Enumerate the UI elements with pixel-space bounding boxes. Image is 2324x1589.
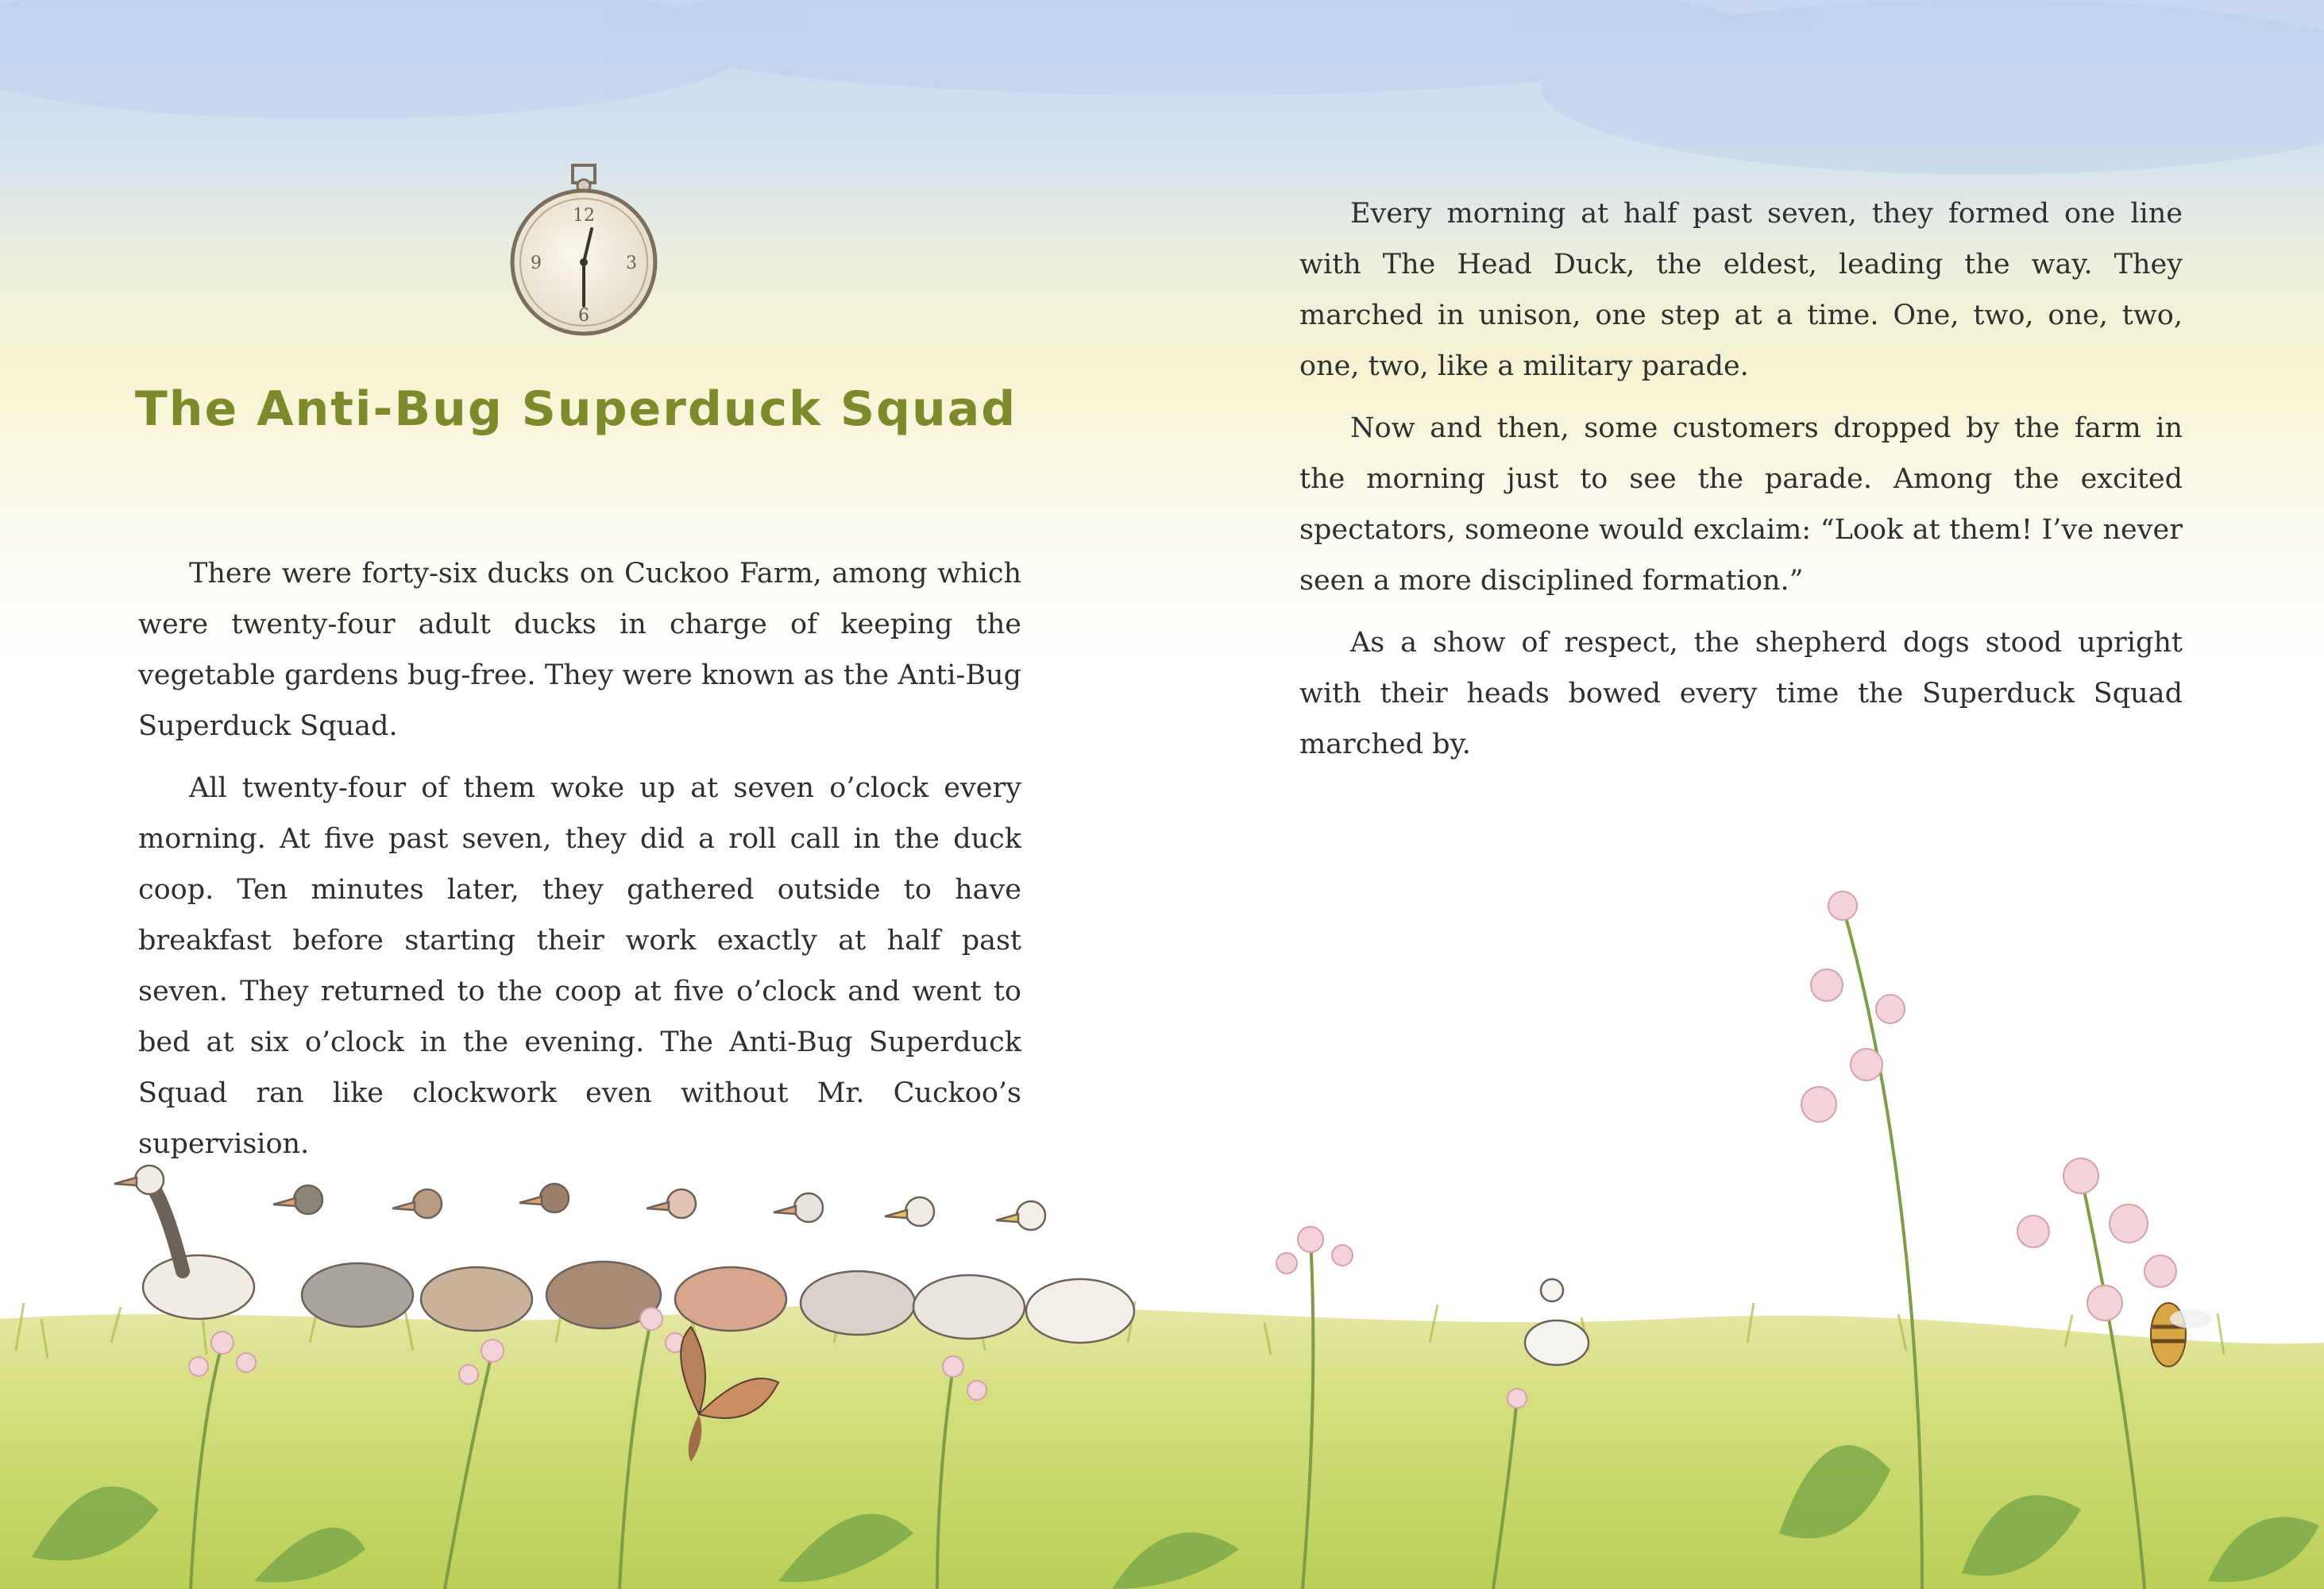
clock-numeral-9: 9 [531, 253, 542, 273]
chapter-title: The Anti-Bug Superduck Squad [134, 381, 1017, 437]
clock-numeral-6: 6 [578, 306, 589, 326]
paragraph: Now and then, some customers dropped by the farm in the morning just to see the parade. Among the excited spectators, someone would exclaim: “Look at them! I’ve never seen a more disciplined formation.” [1299, 412, 2183, 597]
paragraph: As a show of respect, the shepherd dogs stood upright with their heads bowed every time the Superduck Squad marched by. [1299, 627, 2183, 760]
right-text-column [1299, 188, 2183, 781]
left-text-column [138, 548, 1021, 1181]
paragraph: All twenty-four of them woke up at seven o’clock every morning. At five past seven, they did a roll call in the duck coop. Ten minutes later, they gathered outside to have breakfast before starting their work exactly at half past seven. They returned to the coop at five o’clock and went to bed at six o’clock in the evening. The Anti-Bug Superduck Squad ran like clockwork even without Mr. Cuckoo’s supervision. [138, 772, 1021, 1160]
clock-numeral-12: 12 [573, 206, 595, 226]
clock-numeral-3: 3 [626, 253, 637, 273]
paragraph: Every morning at half past seven, they formed one line with The Head Duck, the eldest, leading the way. They marched in unison, one step at a time. One, two, one, two, one, two, like a military parade. [1299, 198, 2183, 382]
paragraph: There were forty-six ducks on Cuckoo Farm, among which were twenty-four adult ducks in charge of keeping the vegetable gardens bug-free. They were known as the Anti-Bug Superduck Squad. [138, 558, 1021, 742]
